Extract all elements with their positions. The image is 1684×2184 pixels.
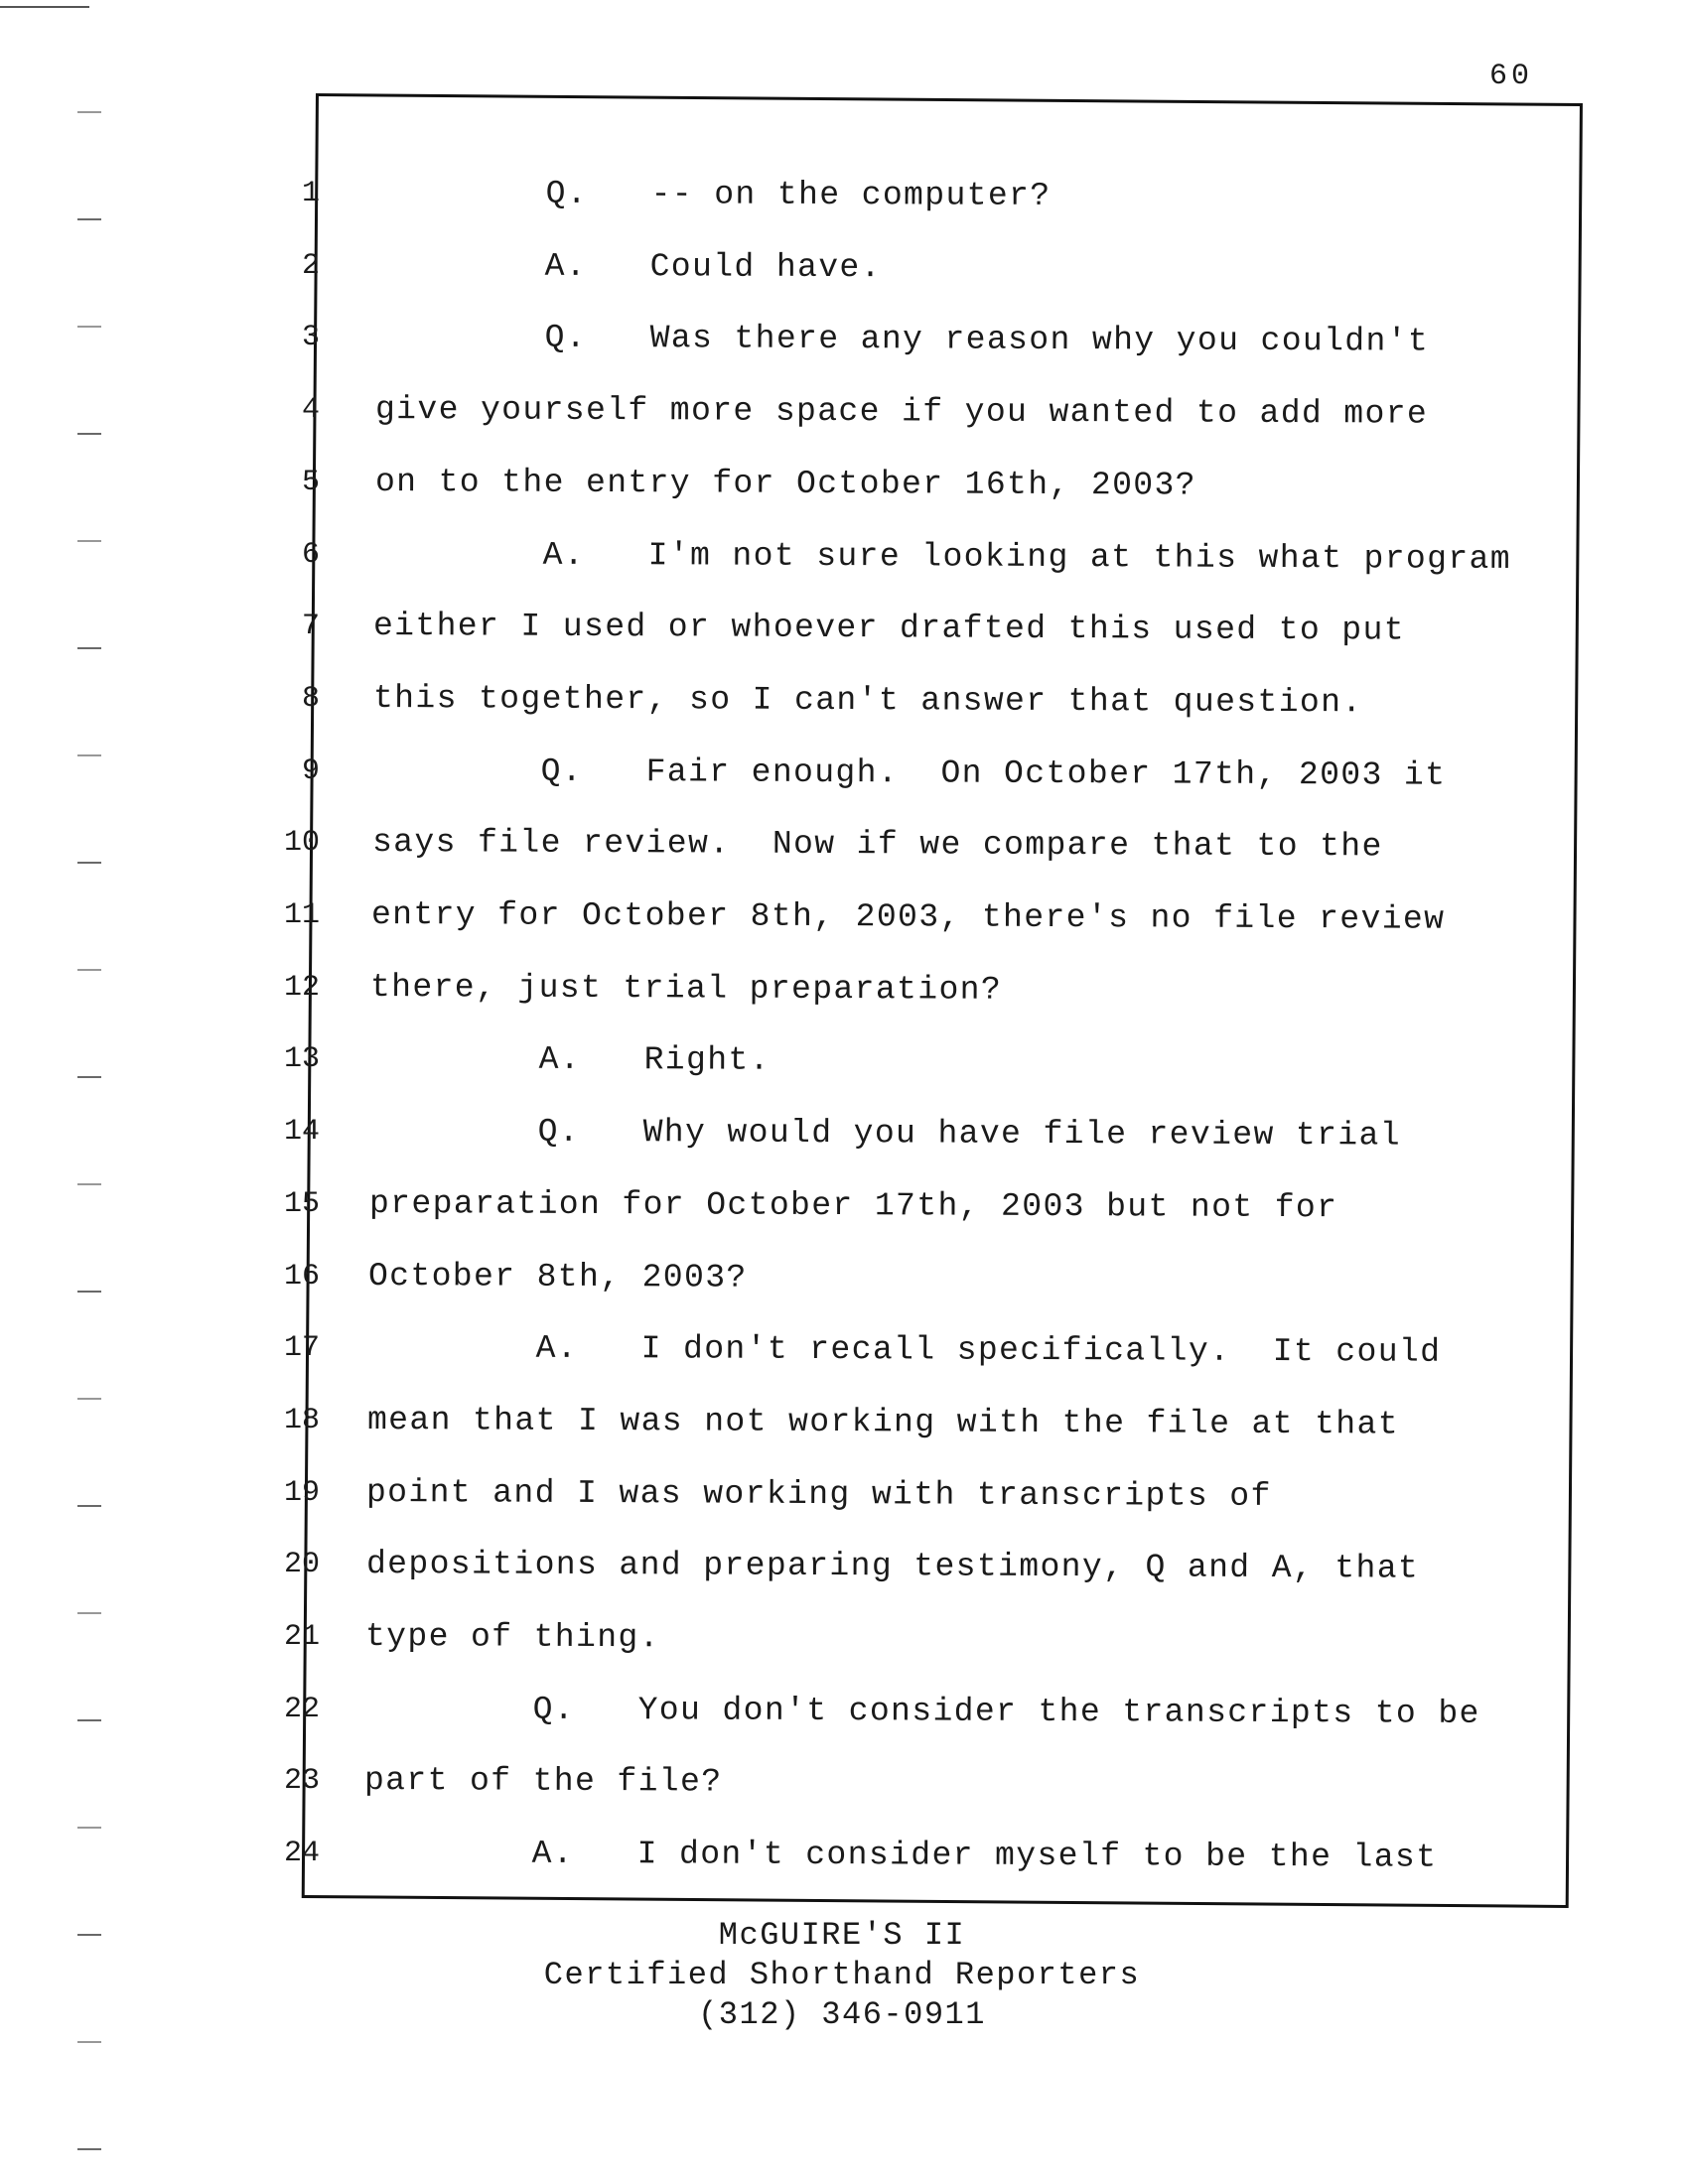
transcript-line: October 8th, 2003? [367, 1257, 748, 1297]
line-number: 5 [301, 465, 320, 499]
line-number: 9 [301, 753, 320, 788]
transcript-line: give yourself more space if you wanted to add more [375, 391, 1429, 433]
footer-company: McGUIRE'S II [718, 1917, 966, 1954]
line-number: 14 [283, 1115, 320, 1150]
transcript-line: entry for October 8th, 2003, there's no file review [370, 896, 1446, 938]
transcript-line: there, just trial preparation? [370, 968, 1003, 1009]
margin-tick [77, 326, 101, 328]
transcript-line: depositions and preparing testimony, Q and A, that [365, 1546, 1419, 1587]
line-number: 19 [283, 1475, 320, 1510]
margin-tick [77, 754, 101, 756]
transcript-line: Q. Was there any reason why you couldn't [375, 319, 1430, 361]
line-number: 15 [283, 1186, 320, 1221]
transcript-line: A. I don't consider myself to be the last [363, 1835, 1438, 1876]
line-number: 18 [283, 1403, 320, 1437]
line-number: 13 [283, 1042, 320, 1077]
transcript-line: point and I was working with transcripts of [366, 1473, 1273, 1515]
page-number: 60 [1489, 60, 1534, 93]
transcript-line: Q. -- on the computer? [376, 175, 1052, 214]
transcript-line: type of thing. [364, 1618, 660, 1657]
margin-tick [77, 1612, 101, 1614]
line-number: 10 [283, 826, 320, 861]
transcript-line: A. Could have. [376, 246, 883, 286]
transcript-line: says file review. Now if we compare that to the [371, 824, 1383, 866]
margin-tick [77, 1719, 101, 1721]
top-left-rule [0, 6, 89, 8]
transcript-line: this together, so I can't answer that question. [372, 679, 1363, 722]
line-number: 6 [301, 537, 320, 572]
margin-tick [77, 1183, 101, 1185]
margin-tick [77, 1505, 101, 1507]
line-number: 22 [283, 1692, 320, 1726]
margin-tick [77, 1076, 101, 1078]
line-number: 4 [301, 393, 320, 428]
margin-tick [77, 647, 101, 649]
line-number: 3 [301, 321, 320, 355]
transcript-line: mean that I was not working with the file at that [366, 1401, 1399, 1443]
line-number: 1 [301, 177, 320, 210]
margin-tick [77, 862, 101, 864]
line-number: 17 [283, 1331, 320, 1366]
line-number: 7 [301, 610, 320, 644]
line-number: 11 [283, 898, 320, 932]
margin-tick [77, 2148, 101, 2150]
line-number: 20 [283, 1548, 320, 1582]
line-number: 21 [283, 1620, 320, 1654]
transcript-line: Q. Fair enough. On October 17th, 2003 it [372, 751, 1447, 794]
margin-tick [77, 111, 101, 113]
line-number: 24 [283, 1837, 320, 1871]
transcript-line: A. I'm not sure looking at this what program [373, 535, 1512, 578]
margin-tick [77, 969, 101, 971]
footer-phone: (312) 346-0911 [698, 1996, 986, 2033]
footer-tagline: Certified Shorthand Reporters [543, 1957, 1141, 1993]
transcript-line: preparation for October 17th, 2003 but not for [368, 1184, 1338, 1227]
margin-tick [77, 540, 101, 542]
reporter-footer [0, 1916, 1684, 2035]
line-number: 2 [301, 248, 320, 283]
transcript-line: Q. Why would you have file review trial [369, 1113, 1402, 1155]
transcript-line: on to the entry for October 16th, 2003? [374, 463, 1196, 504]
transcript-line: A. I don't recall specifically. It could [367, 1329, 1442, 1371]
transcript-line: part of the file? [363, 1762, 723, 1801]
margin-tick [77, 1398, 101, 1400]
line-number: 23 [283, 1764, 320, 1799]
margin-tick [77, 1291, 101, 1293]
margin-tick [77, 2041, 101, 2043]
transcript-line: Q. You don't consider the transcripts to be [364, 1690, 1481, 1732]
margin-tick [77, 218, 101, 220]
transcript-line: either I used or whoever drafted this used to put [373, 608, 1406, 649]
transcript-line: A. Right. [369, 1040, 771, 1080]
line-number: 8 [301, 681, 320, 716]
margin-tick [77, 1827, 101, 1829]
line-number: 16 [283, 1259, 320, 1294]
margin-tick [77, 433, 101, 435]
line-number: 12 [283, 970, 320, 1005]
